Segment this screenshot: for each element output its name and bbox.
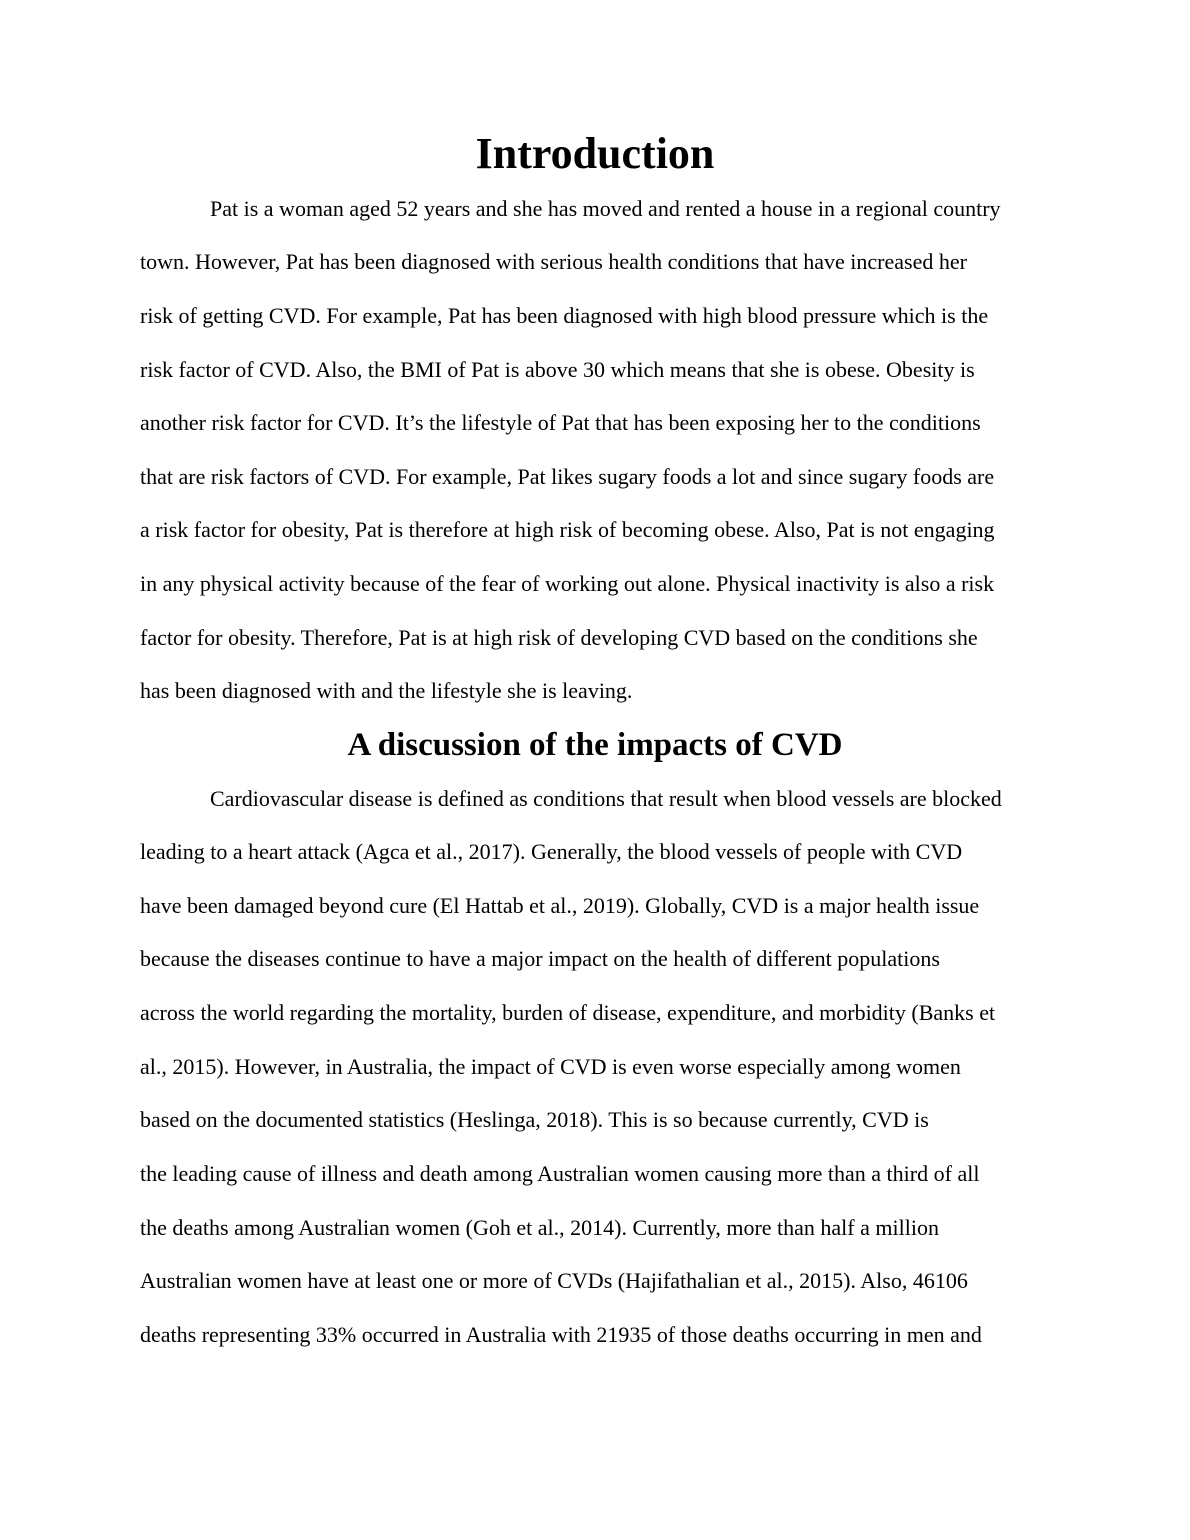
section-heading-introduction: Introduction [475,129,715,178]
paragraph-line: across the world regarding the mortality, burden of disease, expenditure, and morbidity (Banks et [140,1000,996,1025]
paragraph-line: because the diseases continue to have a major impact on the health of different populations [140,946,940,971]
paragraph-line: the leading cause of illness and death among Australian women causing more than a third of all [140,1161,980,1186]
paragraph-line: risk factor of CVD. Also, the BMI of Pat is above 30 which means that she is obese. Obesity is [140,357,975,382]
paragraph-line: that are risk factors of CVD. For example, Pat likes sugary foods a lot and since sugary foods are [140,464,995,489]
paragraph-line: deaths representing 33% occurred in Australia with 21935 of those deaths occurring in men and [140,1322,982,1347]
paragraph-line: Australian women have at least one or more of CVDs (Hajifathalian et al., 2015). Also, 46106 [140,1268,968,1293]
paragraph-line: Pat is a woman aged 52 years and she has moved and rented a house in a regional country [210,196,1001,221]
paragraph-line: leading to a heart attack (Agca et al., 2017). Generally, the blood vessels of people with CVD [140,839,963,864]
paragraph-line: town. However, Pat has been diagnosed with serious health conditions that have increased her [140,249,967,274]
paragraph-line: al., 2015). However, in Australia, the impact of CVD is even worse especially among women [140,1054,961,1079]
paragraph-line: a risk factor for obesity, Pat is therefore at high risk of becoming obese. Also, Pat is not engaging [140,517,995,542]
paragraph-line: another risk factor for CVD. It’s the lifestyle of Pat that has been exposing her to the conditions [140,410,981,435]
paragraph-line: risk of getting CVD. For example, Pat has been diagnosed with high blood pressure which is the [140,303,989,328]
paragraph-line: factor for obesity. Therefore, Pat is at high risk of developing CVD based on the conditions she [140,625,978,650]
paragraph-line: based on the documented statistics (Heslinga, 2018). This is so because currently, CVD is [140,1107,929,1132]
paragraph-line: in any physical activity because of the fear of working out alone. Physical inactivity is also a risk [140,571,995,596]
paragraph-line: the deaths among Australian women (Goh et al., 2014). Currently, more than half a million [140,1215,939,1240]
section-heading-impacts-of-cvd: A discussion of the impacts of CVD [347,727,843,763]
paragraph-line: has been diagnosed with and the lifestyle she is leaving. [140,678,633,703]
paragraph-line: Cardiovascular disease is defined as conditions that result when blood vessels are blocked [210,786,1002,811]
paragraph-line: have been damaged beyond cure (El Hattab et al., 2019). Globally, CVD is a major health issue [140,893,980,918]
